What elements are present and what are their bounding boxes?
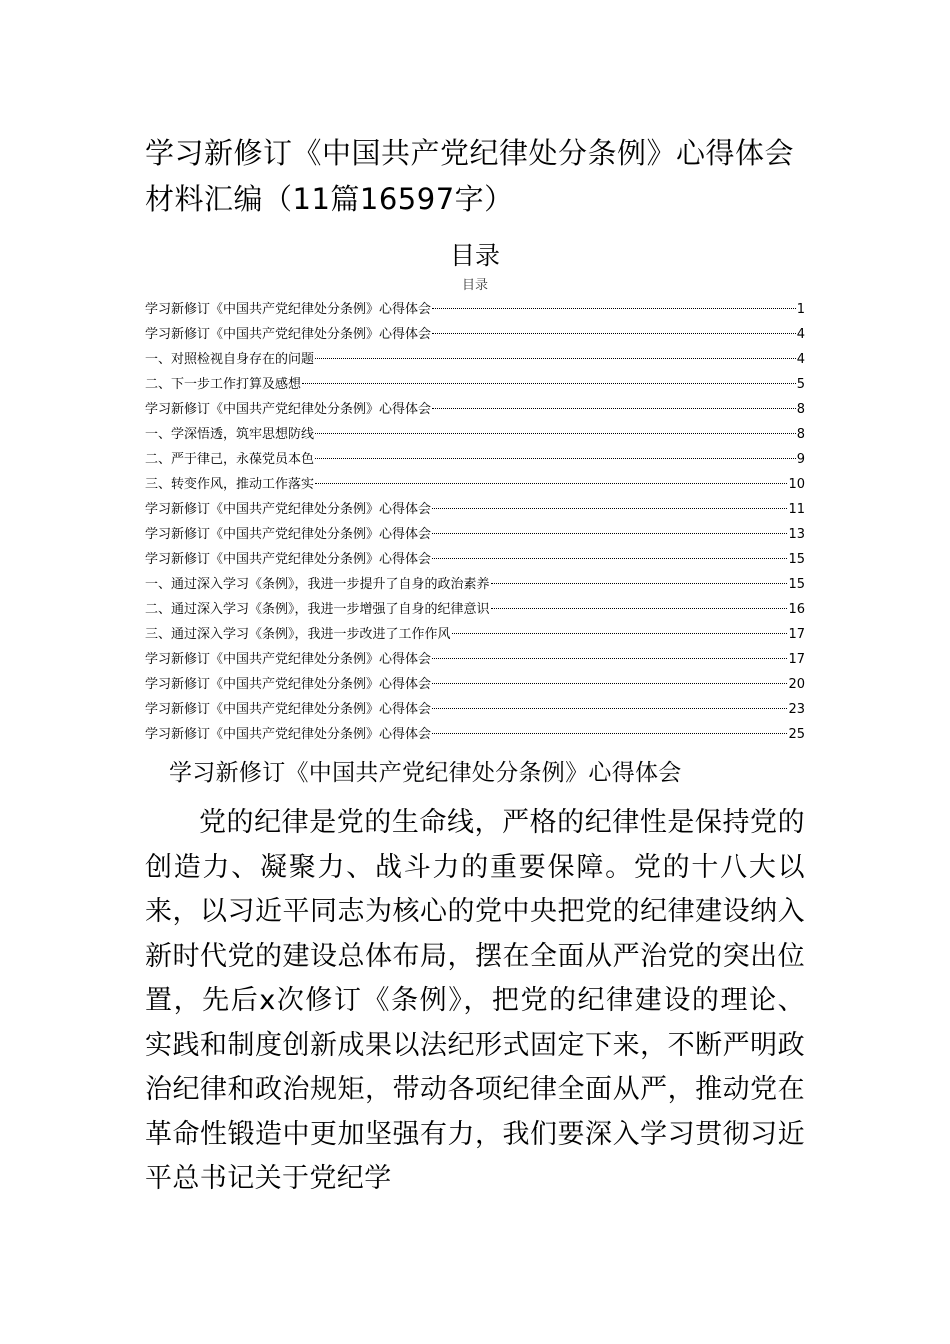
toc-entry-page-number: 4	[796, 327, 805, 342]
toc-entry-page-number: 11	[788, 502, 805, 517]
toc-entry-label: 学习新修订《中国共产党纪律处分条例》心得体会	[145, 702, 432, 717]
document-page	[145, 130, 805, 1202]
toc-entry-label: 学习新修订《中国共产党纪律处分条例》心得体会	[145, 552, 432, 567]
toc-list	[145, 297, 805, 747]
toc-entry-label: 学习新修订《中国共产党纪律处分条例》心得体会	[145, 302, 432, 317]
toc-entry-label: 三、通过深入学习《条例》，我进一步改进了工作作风	[145, 627, 451, 642]
toc-entry[interactable]	[145, 722, 805, 747]
toc-entry-label: 二、通过深入学习《条例》，我进一步增强了自身的纪律意识	[145, 602, 490, 617]
toc-entry[interactable]	[145, 522, 805, 547]
toc-dot-leader	[315, 433, 796, 434]
body-paragraph: 党的纪律是党的生命线，严格的纪律性是保持党的创造力、凝聚力、战斗力的重要保障。党的十八大以来，以习近平同志为核心的党中央把党的纪律建设纳入新时代党的建设总体布局，摆在全面从严治党的突出位置，先后x次修订《条例》，把党的纪律建设的理论、实践和制度创新成果以法纪形式固定下来，不断严明政治纪律和政治规矩，带动各项纪律全面从严，推动党在革命性锻造中更加坚强有力，我们要深入学习贯彻习近平总书记关于党纪学	[145, 807, 805, 1194]
toc-entry-page-number: 23	[788, 702, 805, 717]
toc-entry-label: 一、通过深入学习《条例》，我进一步提升了自身的政治素养	[145, 577, 490, 592]
toc-entry-page-number: 4	[796, 352, 805, 367]
toc-dot-leader	[315, 483, 787, 484]
toc-dot-leader	[432, 408, 796, 409]
toc-dot-leader	[491, 608, 788, 609]
toc-dot-leader	[452, 633, 788, 634]
toc-dot-leader	[432, 508, 787, 509]
toc-entry[interactable]	[145, 322, 805, 347]
toc-entry-label: 二、严于律己，永葆党员本色	[145, 452, 315, 467]
toc-entry[interactable]	[145, 597, 805, 622]
toc-dot-leader	[432, 708, 787, 709]
toc-entry-label: 一、学深悟透，筑牢思想防线	[145, 427, 315, 442]
toc-entry[interactable]	[145, 697, 805, 722]
toc-entry[interactable]	[145, 472, 805, 497]
toc-entry-page-number: 17	[788, 627, 805, 642]
toc-entry-label: 学习新修订《中国共产党纪律处分条例》心得体会	[145, 727, 432, 742]
toc-entry[interactable]	[145, 647, 805, 672]
toc-dot-leader	[432, 658, 787, 659]
toc-entry[interactable]	[145, 447, 805, 472]
toc-entry-label: 一、对照检视自身存在的问题	[145, 352, 315, 367]
toc-entry-label: 二、下一步工作打算及感想	[145, 377, 302, 392]
document-title: 学习新修订《中国共产党纪律处分条例》心得体会材料汇编（11篇16597字）	[145, 136, 795, 216]
toc-entry[interactable]	[145, 397, 805, 422]
toc-entry-page-number: 25	[788, 727, 805, 742]
toc-heading: 目录	[449, 241, 500, 270]
toc-entry[interactable]	[145, 297, 805, 322]
toc-dot-leader	[432, 533, 787, 534]
toc-entry-page-number: 8	[796, 427, 805, 442]
toc-entry-page-number: 10	[788, 477, 805, 492]
toc-entry-page-number: 9	[796, 452, 805, 467]
toc-entry[interactable]	[145, 672, 805, 697]
toc-dot-leader	[432, 333, 796, 334]
toc-entry-page-number: 15	[788, 577, 805, 592]
toc-subheading: 目录	[461, 278, 488, 293]
toc-entry[interactable]	[145, 422, 805, 447]
toc-dot-leader	[302, 383, 796, 384]
section-title: 学习新修订《中国共产党纪律处分条例》心得体会	[169, 760, 682, 786]
toc-entry[interactable]	[145, 497, 805, 522]
toc-dot-leader	[432, 558, 787, 559]
toc-dot-leader	[432, 683, 787, 684]
toc-entry-page-number: 20	[788, 677, 805, 692]
toc-entry-label: 学习新修订《中国共产党纪律处分条例》心得体会	[145, 677, 432, 692]
toc-entry[interactable]	[145, 572, 805, 597]
toc-entry-page-number: 1	[796, 302, 805, 317]
toc-dot-leader	[432, 308, 796, 309]
toc-entry-page-number: 13	[788, 527, 805, 542]
toc-dot-leader	[491, 583, 788, 584]
toc-entry[interactable]	[145, 622, 805, 647]
toc-entry-page-number: 8	[796, 402, 805, 417]
toc-entry-label: 学习新修订《中国共产党纪律处分条例》心得体会	[145, 327, 432, 342]
toc-entry[interactable]	[145, 347, 805, 372]
toc-entry[interactable]	[145, 547, 805, 572]
toc-entry-label: 三、转变作风，推动工作落实	[145, 477, 315, 492]
toc-entry-label: 学习新修订《中国共产党纪律处分条例》心得体会	[145, 652, 432, 667]
toc-entry-label: 学习新修订《中国共产党纪律处分条例》心得体会	[145, 502, 432, 517]
toc-entry-page-number: 16	[788, 602, 805, 617]
toc-entry-page-number: 15	[788, 552, 805, 567]
toc-dot-leader	[315, 358, 796, 359]
toc-dot-leader	[315, 458, 796, 459]
toc-entry-label: 学习新修订《中国共产党纪律处分条例》心得体会	[145, 402, 432, 417]
toc-entry-page-number: 5	[796, 377, 805, 392]
toc-entry[interactable]	[145, 372, 805, 397]
toc-dot-leader	[432, 733, 787, 734]
toc-entry-label: 学习新修订《中国共产党纪律处分条例》心得体会	[145, 527, 432, 542]
toc-entry-page-number: 17	[788, 652, 805, 667]
